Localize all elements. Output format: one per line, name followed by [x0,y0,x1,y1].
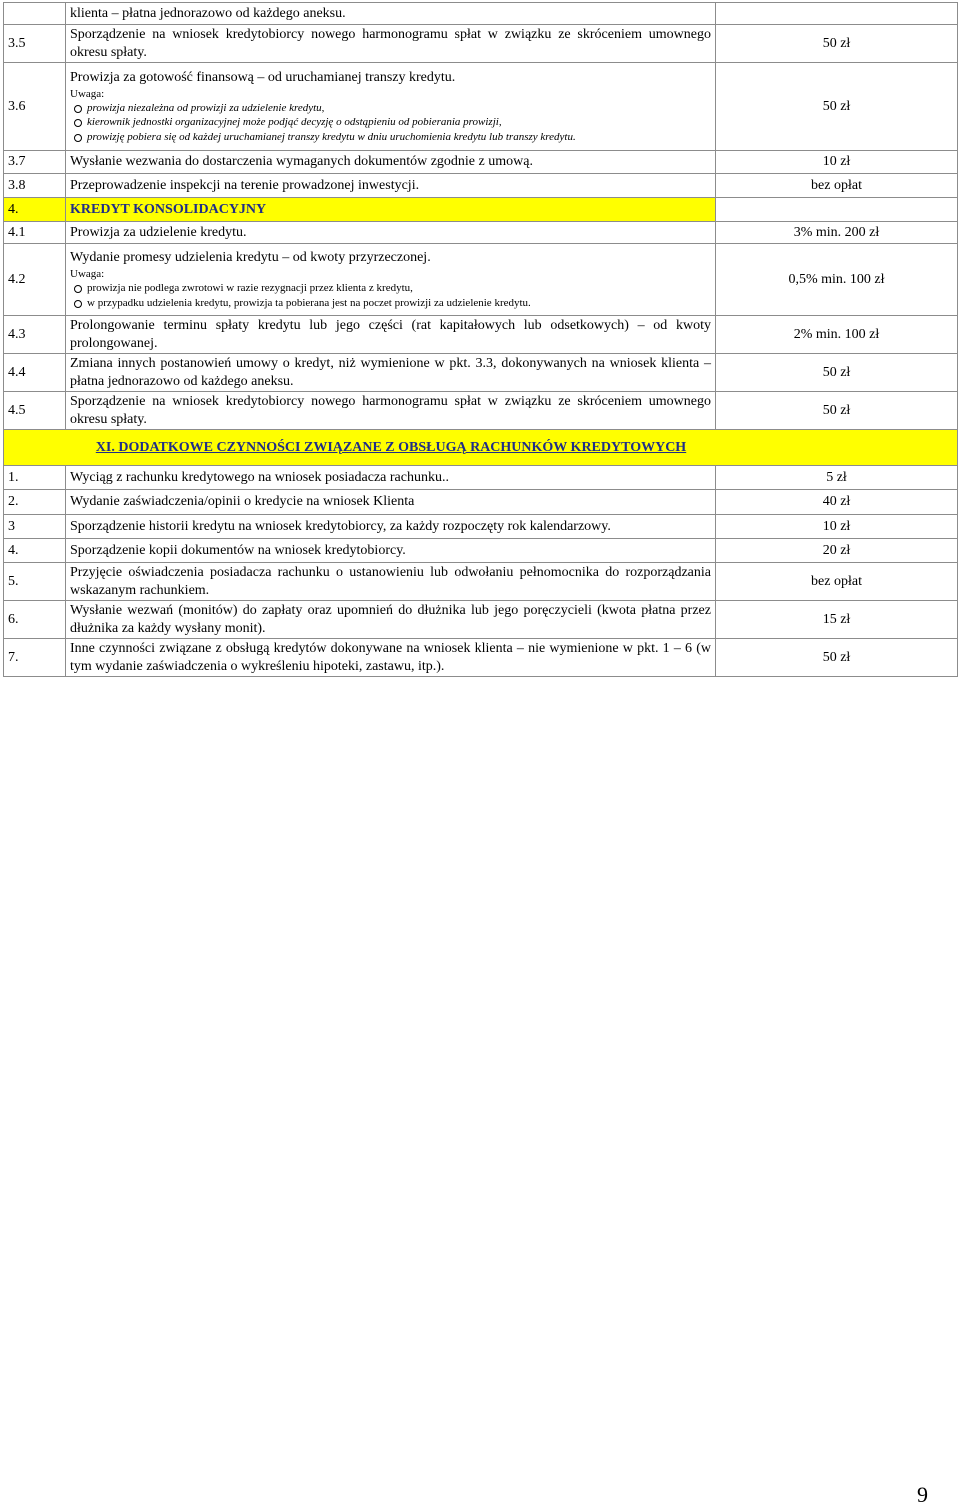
row-amount: 50 zł [716,25,958,63]
row-description: Wyciąg z rachunku kredytowego na wniosek posiadacza rachunku.. [66,466,716,490]
note-item: kierownik jednostki organizacyjnej może podjąć decyzję o odstąpieniu od pobierania prowizji, [87,115,711,130]
note-title: Uwaga: [70,268,105,280]
row-number: 3.7 [4,151,66,174]
row-description: Wydanie zaświadczenia/opinii o kredycie na wniosek Klienta [66,490,716,515]
page-number: 9 [917,1482,928,1507]
table-row [4,3,958,25]
row-amount: 50 zł [716,392,958,430]
note-item: prowizja niezależna od prowizji za udzielenie kredytu, [87,101,711,116]
row-description: Prowizja za udzielenie kredytu. [66,222,716,244]
row-amount [716,3,958,25]
row-number: 6. [4,601,66,639]
note-item: w przypadku udzielenia kredytu, prowizja ta pobierana jest na poczet prowizji za udzielenie kredytu. [87,296,711,311]
row-description: Zmiana innych postanowień umowy o kredyt, niż wymienione w pkt. 3.3, dokonywanych na wniosek klienta – płatna jednorazowo od każdego aneksu. [66,354,716,392]
section-row [4,198,958,222]
fees-table [3,2,958,677]
table-row [4,563,958,601]
table-row [4,174,958,198]
row-amount: bez opłat [716,174,958,198]
row-number: 4. [4,539,66,563]
row-number: 4.1 [4,222,66,244]
note-title: Uwaga: [70,87,105,100]
row-number: 3.6 [4,63,66,151]
row-number: 3.8 [4,174,66,198]
row-description: klienta – płatna jednorazowo od każdego aneksu. [66,3,716,25]
row-amount: 40 zł [716,490,958,515]
row-amount: 5 zł [716,466,958,490]
row-description-text: Wydanie promesy udzielenia kredytu – od kwoty przyrzeczonej. [70,250,431,265]
row-amount: 10 zł [716,515,958,539]
row-number: 7. [4,639,66,677]
section-title: XI. DODATKOWE CZYNNOŚCI ZWIĄZANE Z OBSŁUGĄ RACHUNKÓW KREDYTOWYCH [95,440,687,455]
table-row [4,25,958,63]
row-number: 4.5 [4,392,66,430]
row-number: 3.5 [4,25,66,63]
row-description: Inne czynności związane z obsługą kredytów dokonywane na wniosek klienta – nie wymienione w pkt. 1 – 6 (w tym wydanie zaświadczenia o wykreśleniu hipoteki, zastawu, itp.). [66,639,716,677]
table-row [4,222,958,244]
row-number: 4.3 [4,316,66,354]
row-amount: 50 zł [716,639,958,677]
row-amount: 15 zł [716,601,958,639]
table-row [4,392,958,430]
table-row [4,601,958,639]
row-number: 1. [4,466,66,490]
row-amount: 50 zł [716,63,958,151]
row-number: 4.2 [4,244,66,316]
row-description: Prolongowanie terminu spłaty kredytu lub jego części (rat kapitałowych lub odsetkowych) – od kwoty prolongowanej. [66,316,716,354]
row-number: 3 [4,515,66,539]
table-row [4,316,958,354]
section-title-row [4,430,958,466]
table-row [4,490,958,515]
row-number [4,3,66,25]
row-amount: 10 zł [716,151,958,174]
note-list [70,281,711,310]
row-description: Wysłanie wezwania do dostarczenia wymaganych dokumentów zgodnie z umową. [66,151,716,174]
row-description [66,244,716,316]
table-row [4,151,958,174]
row-amount: 0,5% min. 100 zł [716,244,958,316]
section-number: 4. [4,198,66,222]
row-amount: 50 zł [716,354,958,392]
table-row [4,639,958,677]
row-amount: bez opłat [716,563,958,601]
row-description: Wysłanie wezwań (monitów) do zapłaty oraz upomnień do dłużnika lub jego poręczycieli (kwota płatna przez dłużnika za każdy wysłany monit). [66,601,716,639]
table-row [4,354,958,392]
row-number: 5. [4,563,66,601]
row-description: Sporządzenie kopii dokumentów na wniosek kredytobiorcy. [66,539,716,563]
row-amount: 20 zł [716,539,958,563]
row-description: Sporządzenie na wniosek kredytobiorcy nowego harmonogramu spłat w związku ze skróceniem umownego okresu spłaty. [66,392,716,430]
row-description: Przeprowadzenie inspekcji na terenie prowadzonej inwestycji. [66,174,716,198]
row-number: 2. [4,490,66,515]
table-row [4,244,958,316]
section-xi-cell [4,430,958,466]
row-number: 4.4 [4,354,66,392]
table-row [4,515,958,539]
row-description [66,63,716,151]
section-heading: KREDYT KONSOLIDACYJNY [66,198,716,222]
table-row [4,63,958,151]
note-item: prowizję pobiera się od każdej uruchamianej transzy kredytu w dniu uruchomienia kredytu lub transzy kredytu. [87,130,711,145]
row-description: Sporządzenie na wniosek kredytobiorcy nowego harmonogramu spłat w związku ze skróceniem umownego okresu spłaty. [66,25,716,63]
note-list [70,101,711,145]
table-row [4,539,958,563]
note-item: prowizja nie podlega zwrotowi w razie rezygnacji przez klienta z kredytu, [87,281,711,296]
row-amount: 2% min. 100 zł [716,316,958,354]
row-amount: 3% min. 200 zł [716,222,958,244]
row-description-text: Prowizja za gotowość finansową – od uruchamianej transzy kredytu. [70,69,456,85]
table-row [4,466,958,490]
row-description: Sporządzenie historii kredytu na wniosek kredytobiorcy, za każdy rozpoczęty rok kalendarzowy. [66,515,716,539]
row-amount [716,198,958,222]
row-description: Przyjęcie oświadczenia posiadacza rachunku o ustanowieniu lub odwołaniu pełnomocnika do rozporządzania wskazanym rachunkiem. [66,563,716,601]
